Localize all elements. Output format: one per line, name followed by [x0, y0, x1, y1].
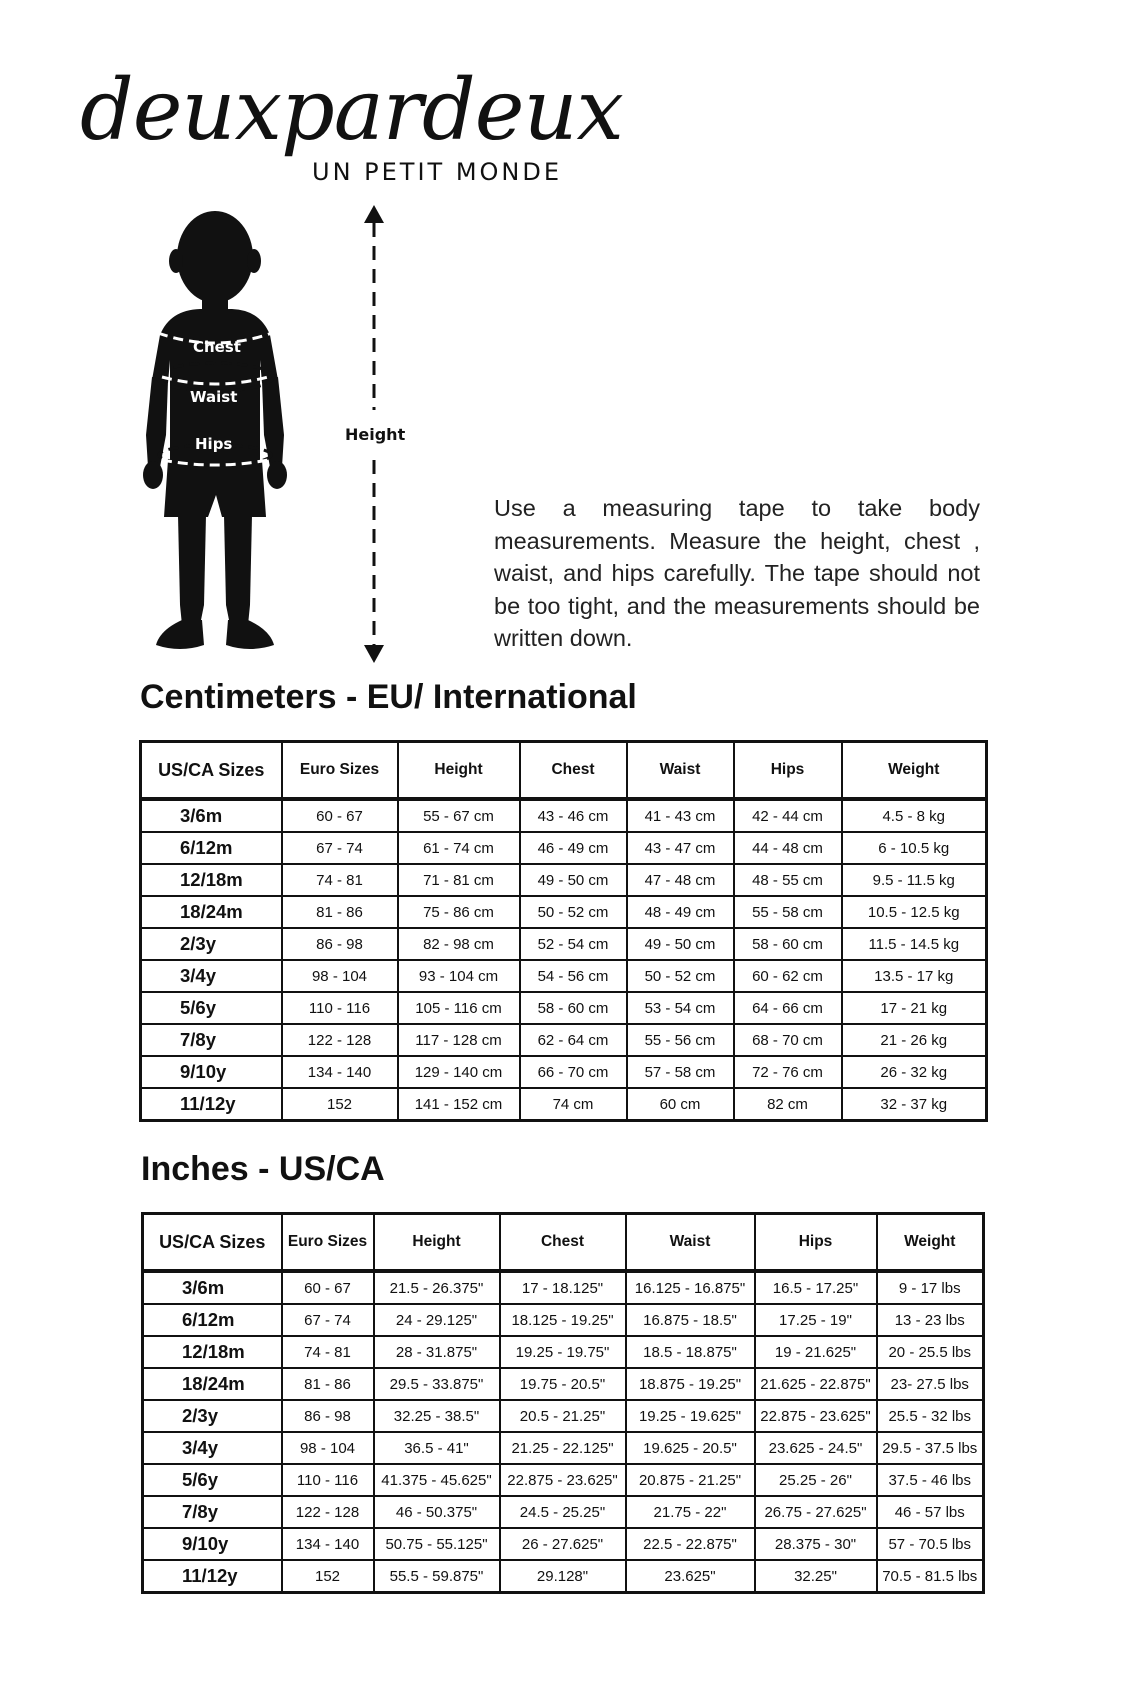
table-row [141, 799, 987, 832]
table-cell: 19.625 - 20.5" [626, 1432, 755, 1464]
table-cell: 82 - 98 cm [398, 928, 520, 960]
table-row [141, 928, 987, 960]
table-cell: 74 - 81 [282, 864, 398, 896]
table-cell: 55 - 58 cm [734, 896, 842, 928]
table-cell: 25.25 - 26" [755, 1464, 877, 1496]
column-header: Waist [626, 1214, 755, 1272]
table-row [141, 896, 987, 928]
size-cell: 3/6m [143, 1271, 282, 1304]
table-cell: 57 - 70.5 lbs [877, 1528, 984, 1560]
table-cell: 81 - 86 [282, 896, 398, 928]
chest-label: Chest [193, 338, 241, 356]
table-cell: 42 - 44 cm [734, 799, 842, 832]
table-cell: 57 - 58 cm [627, 1056, 734, 1088]
table-cell: 21.75 - 22" [626, 1496, 755, 1528]
table-cell: 74 cm [520, 1088, 627, 1121]
table-header-row [143, 1214, 984, 1272]
table-cell: 152 [282, 1560, 374, 1593]
inches-size-table [141, 1212, 985, 1594]
table-cell: 86 - 98 [282, 928, 398, 960]
column-header: US/CA Sizes [141, 742, 282, 800]
table-cell: 6 - 10.5 kg [842, 832, 987, 864]
table-cell: 117 - 128 cm [398, 1024, 520, 1056]
table-cell: 18.5 - 18.875" [626, 1336, 755, 1368]
column-header: Chest [500, 1214, 626, 1272]
brand-tagline: UN PETIT MONDE [312, 158, 563, 186]
table-cell: 17 - 18.125" [500, 1271, 626, 1304]
table-cell: 29.5 - 37.5 lbs [877, 1432, 984, 1464]
table-cell: 62 - 64 cm [520, 1024, 627, 1056]
table-row [143, 1400, 984, 1432]
table-row [143, 1560, 984, 1593]
table-cell: 66 - 70 cm [520, 1056, 627, 1088]
table-cell: 50 - 52 cm [627, 960, 734, 992]
table-cell: 23- 27.5 lbs [877, 1368, 984, 1400]
table-cell: 50.75 - 55.125" [374, 1528, 500, 1560]
table-cell: 55 - 56 cm [627, 1024, 734, 1056]
table-cell: 13.5 - 17 kg [842, 960, 987, 992]
size-cell: 12/18m [143, 1336, 282, 1368]
table-row [143, 1496, 984, 1528]
table-cell: 98 - 104 [282, 960, 398, 992]
brand-name: deuxpardeux [80, 61, 623, 159]
size-cell: 18/24m [141, 896, 282, 928]
column-header: Height [398, 742, 520, 800]
size-cell: 6/12m [143, 1304, 282, 1336]
size-cell: 7/8y [143, 1496, 282, 1528]
table-row [141, 832, 987, 864]
table-cell: 67 - 74 [282, 832, 398, 864]
table-header-row [141, 742, 987, 800]
table-cell: 32.25 - 38.5" [374, 1400, 500, 1432]
table-cell: 46 - 49 cm [520, 832, 627, 864]
table-cell: 16.875 - 18.5" [626, 1304, 755, 1336]
column-header: Weight [877, 1214, 984, 1272]
table-cell: 29.128" [500, 1560, 626, 1593]
table-cell: 54 - 56 cm [520, 960, 627, 992]
table-cell: 20.875 - 21.25" [626, 1464, 755, 1496]
table-row [141, 960, 987, 992]
column-header: Euro Sizes [282, 742, 398, 800]
size-cell: 6/12m [141, 832, 282, 864]
table-cell: 25.5 - 32 lbs [877, 1400, 984, 1432]
table-cell: 105 - 116 cm [398, 992, 520, 1024]
table-cell: 26 - 27.625" [500, 1528, 626, 1560]
size-cell: 7/8y [141, 1024, 282, 1056]
table-row [141, 864, 987, 896]
table-cell: 21.5 - 26.375" [374, 1271, 500, 1304]
size-cell: 3/4y [143, 1432, 282, 1464]
column-header: Height [374, 1214, 500, 1272]
brand-logo [80, 60, 623, 190]
table-cell: 81 - 86 [282, 1368, 374, 1400]
table-cell: 19.25 - 19.625" [626, 1400, 755, 1432]
table-row [143, 1304, 984, 1336]
table-cell: 29.5 - 33.875" [374, 1368, 500, 1400]
table-cell: 53 - 54 cm [627, 992, 734, 1024]
size-cell: 11/12y [143, 1560, 282, 1593]
table-cell: 22.875 - 23.625" [500, 1464, 626, 1496]
table-cell: 19.25 - 19.75" [500, 1336, 626, 1368]
table-cell: 4.5 - 8 kg [842, 799, 987, 832]
table-cell: 18.125 - 19.25" [500, 1304, 626, 1336]
table-cell: 60 - 67 [282, 799, 398, 832]
centimeters-title: Centimeters - EU/ International [140, 678, 637, 716]
table-cell: 21.625 - 22.875" [755, 1368, 877, 1400]
table-body [141, 799, 987, 1121]
table-cell: 46 - 50.375" [374, 1496, 500, 1528]
table-cell: 47 - 48 cm [627, 864, 734, 896]
table-cell: 26.75 - 27.625" [755, 1496, 877, 1528]
table-row [143, 1336, 984, 1368]
table-cell: 32 - 37 kg [842, 1088, 987, 1121]
table-cell: 21.25 - 22.125" [500, 1432, 626, 1464]
column-header: Hips [734, 742, 842, 800]
table-cell: 17 - 21 kg [842, 992, 987, 1024]
centimeters-size-table [139, 740, 988, 1122]
table-cell: 46 - 57 lbs [877, 1496, 984, 1528]
table-cell: 49 - 50 cm [520, 864, 627, 896]
size-cell: 12/18m [141, 864, 282, 896]
table-cell: 58 - 60 cm [520, 992, 627, 1024]
table-cell: 20 - 25.5 lbs [877, 1336, 984, 1368]
table-cell: 23.625" [626, 1560, 755, 1593]
table-cell: 110 - 116 [282, 1464, 374, 1496]
table-row [143, 1464, 984, 1496]
table-cell: 28 - 31.875" [374, 1336, 500, 1368]
column-header: Hips [755, 1214, 877, 1272]
size-cell: 3/4y [141, 960, 282, 992]
table-cell: 152 [282, 1088, 398, 1121]
size-cell: 5/6y [143, 1464, 282, 1496]
measuring-instructions: Use a measuring tape to take body measurements. Measure the height, chest , waist, and hips carefully. The tape should not be too tight, and the measurements should be written down. [494, 495, 980, 651]
table-row [143, 1271, 984, 1304]
table-cell: 43 - 47 cm [627, 832, 734, 864]
size-cell: 18/24m [143, 1368, 282, 1400]
table-row [141, 1024, 987, 1056]
column-header: Weight [842, 742, 987, 800]
table-cell: 21 - 26 kg [842, 1024, 987, 1056]
table-cell: 44 - 48 cm [734, 832, 842, 864]
table-cell: 86 - 98 [282, 1400, 374, 1432]
size-cell: 2/3y [143, 1400, 282, 1432]
table-cell: 55 - 67 cm [398, 799, 520, 832]
table-cell: 9.5 - 11.5 kg [842, 864, 987, 896]
table-cell: 22.875 - 23.625" [755, 1400, 877, 1432]
size-cell: 11/12y [141, 1088, 282, 1121]
table-cell: 36.5 - 41" [374, 1432, 500, 1464]
table-cell: 93 - 104 cm [398, 960, 520, 992]
table-cell: 141 - 152 cm [398, 1088, 520, 1121]
table-cell: 122 - 128 [282, 1496, 374, 1528]
table-cell: 67 - 74 [282, 1304, 374, 1336]
table-cell: 37.5 - 46 lbs [877, 1464, 984, 1496]
table-row [143, 1368, 984, 1400]
column-header: Euro Sizes [282, 1214, 374, 1272]
table-cell: 70.5 - 81.5 lbs [877, 1560, 984, 1593]
table-cell: 110 - 116 [282, 992, 398, 1024]
table-row [143, 1528, 984, 1560]
table-cell: 58 - 60 cm [734, 928, 842, 960]
waist-label: Waist [190, 388, 238, 406]
table-cell: 16.5 - 17.25" [755, 1271, 877, 1304]
table-cell: 60 - 67 [282, 1271, 374, 1304]
table-cell: 22.5 - 22.875" [626, 1528, 755, 1560]
table-cell: 64 - 66 cm [734, 992, 842, 1024]
table-cell: 24 - 29.125" [374, 1304, 500, 1336]
table-cell: 134 - 140 [282, 1056, 398, 1088]
table-cell: 60 - 62 cm [734, 960, 842, 992]
column-header: US/CA Sizes [143, 1214, 282, 1272]
table-cell: 68 - 70 cm [734, 1024, 842, 1056]
size-cell: 3/6m [141, 799, 282, 832]
table-cell: 41.375 - 45.625" [374, 1464, 500, 1496]
table-row [141, 1056, 987, 1088]
table-row [141, 992, 987, 1024]
size-cell: 9/10y [143, 1528, 282, 1560]
height-label: Height [345, 425, 406, 444]
table-cell: 10.5 - 12.5 kg [842, 896, 987, 928]
table-cell: 82 cm [734, 1088, 842, 1121]
table-cell: 43 - 46 cm [520, 799, 627, 832]
table-cell: 48 - 49 cm [627, 896, 734, 928]
size-cell: 5/6y [141, 992, 282, 1024]
table-cell: 75 - 86 cm [398, 896, 520, 928]
table-cell: 60 cm [627, 1088, 734, 1121]
table-cell: 49 - 50 cm [627, 928, 734, 960]
table-cell: 19 - 21.625" [755, 1336, 877, 1368]
table-cell: 9 - 17 lbs [877, 1271, 984, 1304]
table-cell: 24.5 - 25.25" [500, 1496, 626, 1528]
table-cell: 16.125 - 16.875" [626, 1271, 755, 1304]
table-cell: 48 - 55 cm [734, 864, 842, 896]
hips-label: Hips [195, 435, 233, 453]
table-body [143, 1271, 984, 1593]
table-cell: 98 - 104 [282, 1432, 374, 1464]
table-cell: 74 - 81 [282, 1336, 374, 1368]
table-row [141, 1088, 987, 1121]
size-cell: 2/3y [141, 928, 282, 960]
table-cell: 50 - 52 cm [520, 896, 627, 928]
table-cell: 41 - 43 cm [627, 799, 734, 832]
inches-title: Inches - US/CA [141, 1150, 385, 1188]
table-cell: 28.375 - 30" [755, 1528, 877, 1560]
size-cell: 9/10y [141, 1056, 282, 1088]
table-cell: 55.5 - 59.875" [374, 1560, 500, 1593]
table-cell: 19.75 - 20.5" [500, 1368, 626, 1400]
table-cell: 71 - 81 cm [398, 864, 520, 896]
table-cell: 11.5 - 14.5 kg [842, 928, 987, 960]
table-cell: 72 - 76 cm [734, 1056, 842, 1088]
table-cell: 26 - 32 kg [842, 1056, 987, 1088]
table-cell: 17.25 - 19" [755, 1304, 877, 1336]
table-cell: 23.625 - 24.5" [755, 1432, 877, 1464]
table-cell: 129 - 140 cm [398, 1056, 520, 1088]
table-cell: 18.875 - 19.25" [626, 1368, 755, 1400]
table-cell: 134 - 140 [282, 1528, 374, 1560]
table-cell: 32.25" [755, 1560, 877, 1593]
column-header: Chest [520, 742, 627, 800]
table-cell: 13 - 23 lbs [877, 1304, 984, 1336]
table-cell: 61 - 74 cm [398, 832, 520, 864]
table-cell: 122 - 128 [282, 1024, 398, 1056]
column-header: Waist [627, 742, 734, 800]
table-cell: 20.5 - 21.25" [500, 1400, 626, 1432]
table-row [143, 1432, 984, 1464]
table-cell: 52 - 54 cm [520, 928, 627, 960]
